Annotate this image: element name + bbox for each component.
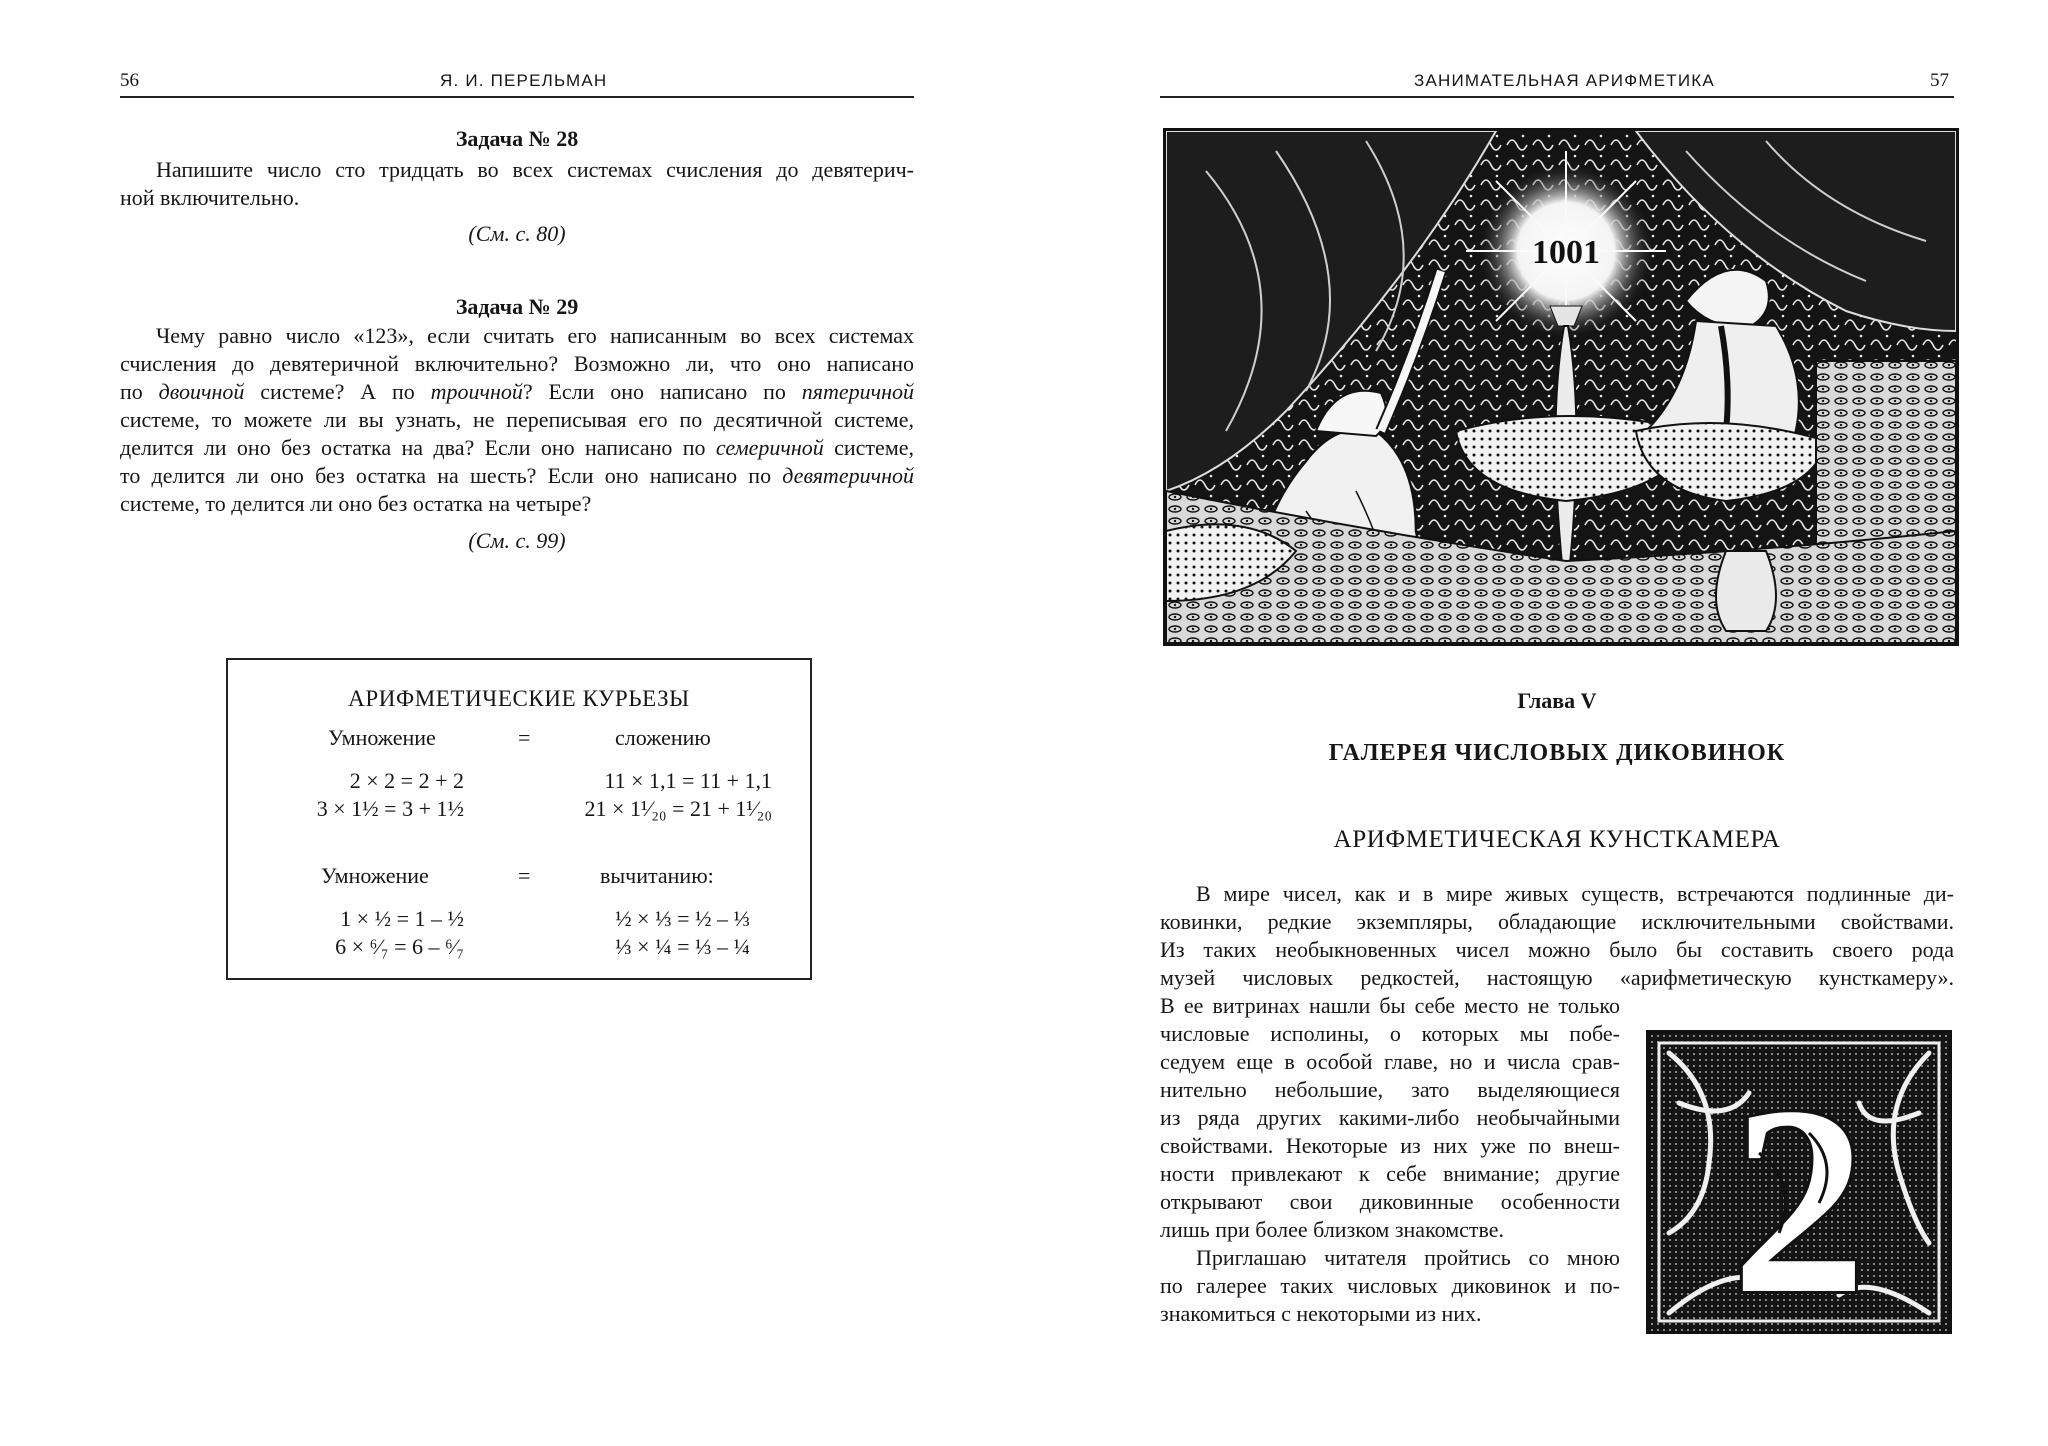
right-header-rule [1160,96,1954,98]
group2-left-heading: Умножение [321,863,429,888]
formula-row: 11 × 1,1 = 11 + 1,1 [604,768,772,793]
problem-29-line-5: делится ли оно без остатка на два? Если оно написано по семеричной системе, [120,435,915,460]
problem-29-line-7: системе, то делится ли оно без остатка на четыре? [120,491,592,516]
right-page-number: 57 [1930,70,1949,91]
illustration-drawing [1166,131,1956,643]
formula-row: ½ × ⅓ = ½ – ⅓ [615,906,750,931]
body-line: Приглашаю читателя пройтись со мною [1196,1245,1620,1270]
problem-28-line-2: ной включительно. [120,185,300,210]
body-line: числовые исполины, о которых мы побе- [1160,1021,1620,1046]
problem-29-reference: (См. с. 99) [468,528,566,553]
body-line: В мире чисел, как и в мире живых существ, встречаются подлинные ди- [1196,881,1954,906]
body-line: по галерее таких числовых диковинок и по- [1160,1273,1620,1298]
body-line: В ее витринах нашли бы себе место не только [1160,993,1620,1018]
problem-29-line-4: системе, то можете ли вы узнать, не переписывая его по десятичной системе, [120,407,914,432]
arabian-nights-illustration [1163,128,1959,646]
problem-28-line-1: Напишите число сто тридцать во всех системах счисления до девятерич- [156,157,914,182]
left-header-rule [120,96,914,98]
body-line: открывают свои диковинные особенности [1160,1189,1620,1214]
problem-29-title: Задача № 29 [455,294,579,319]
formula-row: 6 × ⁶⁄₇ = 6 – ⁶⁄₇ [335,934,464,959]
chapter-label: Глава V [1517,688,1597,713]
body-line: ности привлекают к себе внимание; другие [1160,1161,1620,1186]
body-line: нительно небольшие, зато выделяющиеся [1160,1077,1620,1102]
formula-row: 21 × 1¹⁄₂₀ = 21 + 1¹⁄₂₀ [584,796,772,821]
formula-row: 3 × 1½ = 3 + 1½ [316,796,464,821]
left-running-head: Я. И. ПЕРЕЛЬМАН [440,71,608,90]
problem-29-line-1: Чему равно число «123», если считать его написанным во всех системах [156,323,914,348]
body-line: музей числовых редкостей, настоящую «арифметическую кунсткамеру». [1160,965,1954,990]
initial-digit: 2 [1731,1051,1867,1331]
section-title: АРИФМЕТИЧЕСКАЯ КУНСТКАМЕРА [1333,826,1781,853]
body-line: свойствами. Некоторые из них уже по внеш- [1160,1133,1620,1158]
left-page-number: 56 [120,70,139,91]
curiosities-title: АРИФМЕТИЧЕСКИЕ КУРЬЕЗЫ [348,686,690,711]
right-running-head: ЗАНИМАТЕЛЬНАЯ АРИФМЕТИКА [1414,71,1715,90]
body-line: седуем еще в особой главе, но и числа срав- [1160,1049,1620,1074]
body-line: знакомиться с некоторыми из них. [1160,1301,1482,1326]
group1-right-heading: сложению [615,725,711,750]
formula-row: 1 × ½ = 1 – ½ [340,906,464,931]
group2-right-heading: вычитанию: [600,863,714,888]
problem-28-reference: (См. с. 80) [468,221,566,246]
problem-29-line-3: по двоичной системе? А по троичной? Если оно написано по пятеричной [120,379,915,404]
decorative-initial-drawing [1649,1033,1949,1331]
chapter-title: ГАЛЕРЕЯ ЧИСЛОВЫХ ДИКОВИНОК [1328,740,1786,766]
arithmetic-curiosities-box [226,658,812,980]
formula-row: 2 × 2 = 2 + 2 [349,768,464,793]
illustration-number: 1001 [1532,234,1600,271]
problem-29-line-6: то делится ли оно без остатка на шесть? Если оно написано по девятеричной [120,463,914,488]
body-line: Из таких необыкновенных чисел можно было бы составить своего рода [1160,937,1954,962]
problem-28-title: Задача № 28 [455,126,579,151]
decorative-initial [1646,1030,1952,1334]
group2-equals: = [518,863,531,888]
problem-29-line-2: счисления до девятеричной включительно? Возможно ли, что оно написано [120,351,914,376]
formula-row: ⅓ × ¼ = ⅓ – ¼ [615,934,750,959]
body-line: лишь при более близком знакомстве. [1160,1217,1505,1242]
group1-left-heading: Умножение [328,725,436,750]
group1-equals: = [518,725,531,750]
body-line: из ряда других какими-либо необычайными [1160,1105,1620,1130]
body-line: ковинки, редкие экземпляры, обладающие исключительными свойствами. [1160,909,1954,934]
